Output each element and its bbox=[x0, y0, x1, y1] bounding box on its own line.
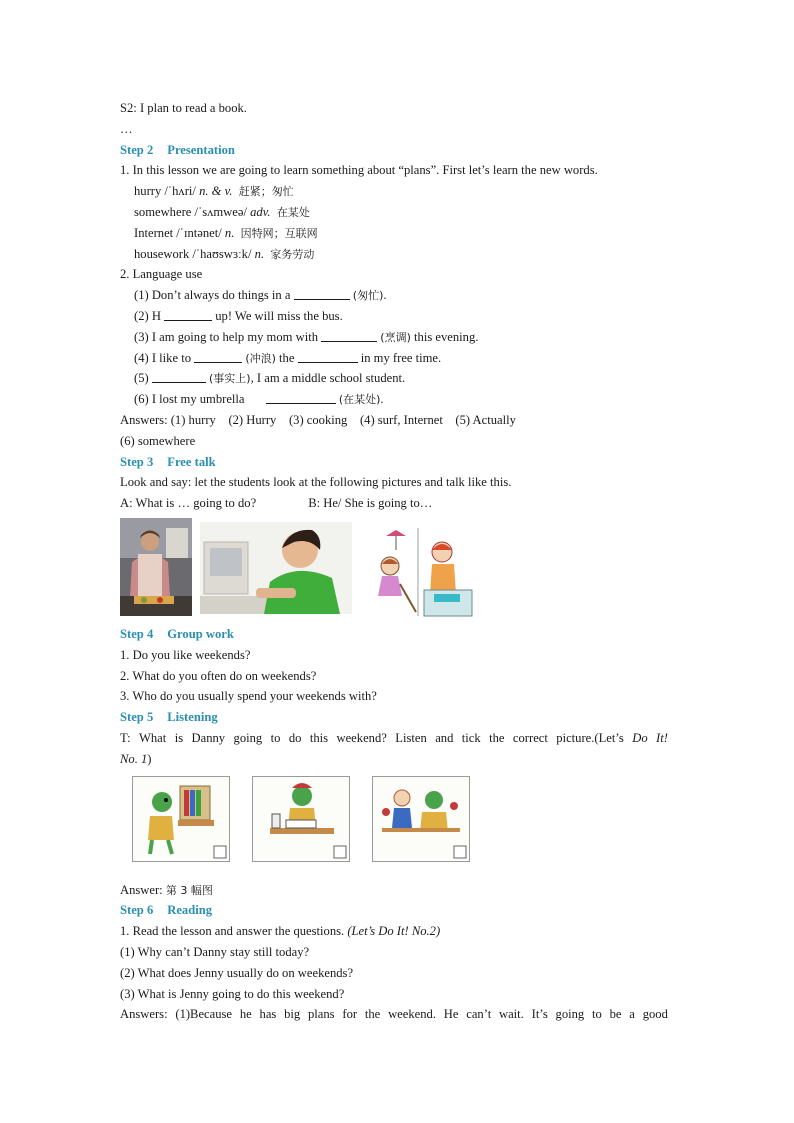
blank bbox=[152, 370, 206, 383]
question-item: (1) Why can’t Danny stay still today? bbox=[120, 944, 310, 959]
exercise-item: (5) (事实上), I am a middle school student. bbox=[134, 371, 406, 386]
blank bbox=[266, 391, 336, 404]
step3-heading bbox=[120, 452, 668, 473]
instruction-line: Look and say: let the students look at the following pictures and talk like this. bbox=[120, 475, 512, 490]
step-title: Free talk bbox=[167, 454, 216, 469]
question-item: 2. What do you often do on weekends? bbox=[120, 668, 317, 683]
instruction-line: 1. Read the lesson and answer the questions. (Let’s Do It! No.2) bbox=[120, 924, 441, 939]
reading-answer: Answers: (1)Because he has big plans for the weekend. He can’t wait. It’s going to be a good bbox=[120, 1007, 668, 1022]
vocab-item: Internet /ˈɪntənet/ n. 因特网；互联网 bbox=[134, 225, 318, 240]
answer-line: (6) somewhere bbox=[120, 433, 196, 448]
option-picture-2 bbox=[252, 776, 350, 862]
exercise-item: (1) Don’t always do things in a (匆忙). bbox=[134, 288, 387, 303]
man-cooking-photo bbox=[120, 518, 192, 616]
step-title: Presentation bbox=[167, 142, 235, 157]
dialogue-pattern: A: What is … going to do? B: He/ She is going to… bbox=[120, 496, 433, 511]
listening-pictures bbox=[120, 776, 668, 872]
document-page bbox=[120, 98, 668, 1025]
vocab-item: housework /ˈhaʊswɜːk/ n. 家务劳动 bbox=[134, 246, 315, 261]
step-title: Reading bbox=[167, 903, 213, 918]
question-item: 3. Who do you usually spend your weekends with? bbox=[120, 689, 377, 704]
instruction-line: 1. In this lesson we are going to learn something about “plans”. First let’s learn the new words. bbox=[120, 163, 598, 178]
step4-heading bbox=[120, 624, 668, 645]
step-number: Step 4 bbox=[120, 626, 154, 641]
blank bbox=[294, 287, 350, 300]
listening-answer: Answer: 第 3 幅图 bbox=[120, 882, 213, 897]
question-item: (3) What is Jenny going to do this weekend? bbox=[120, 986, 345, 1001]
vocab-item: hurry /ˈhʌri/ n. & v. 赶紧；匆忙 bbox=[134, 184, 294, 199]
listening-instruction: T: What is Danny going to do this weekend? Listen and tick the correct picture.(Let’s Do It! bbox=[120, 730, 668, 745]
step6-heading bbox=[120, 900, 668, 921]
blank bbox=[298, 350, 358, 363]
vocab-item: somewhere /ˈsʌmweə/ adv. 在某处 bbox=[134, 204, 310, 219]
housework-cartoon bbox=[360, 528, 476, 620]
step-number: Step 5 bbox=[120, 710, 154, 725]
listening-instruction-cont: No. 1) bbox=[120, 751, 152, 766]
boy-computer-photo bbox=[200, 522, 352, 614]
step-number: Step 3 bbox=[120, 454, 154, 469]
blank bbox=[164, 308, 212, 321]
blank bbox=[194, 350, 242, 363]
ellipsis: … bbox=[120, 121, 133, 136]
dialogue-line: S2: I plan to read a book. bbox=[120, 101, 247, 115]
exercise-item: (4) I like to (冲浪) the in my free time. bbox=[134, 350, 442, 365]
option-picture-3 bbox=[372, 776, 470, 862]
step-number: Step 2 bbox=[120, 142, 154, 157]
step2-heading bbox=[120, 140, 668, 161]
section-heading: 2. Language use bbox=[120, 267, 203, 282]
step-title: Group work bbox=[167, 626, 234, 641]
exercise-item: (6) I lost my umbrella (在某处). bbox=[134, 392, 384, 407]
answer-line: Answers: (1) hurry (2) Hurry (3) cooking (4) surf, Internet (5) Actually bbox=[120, 412, 516, 427]
question-item: (2) What does Jenny usually do on weekends? bbox=[120, 965, 354, 980]
exercise-item: (3) I am going to help my mom with (烹调) this evening. bbox=[134, 329, 479, 344]
step-title: Listening bbox=[167, 710, 218, 725]
step-number: Step 6 bbox=[120, 903, 154, 918]
blank bbox=[321, 329, 377, 342]
free-talk-pictures bbox=[120, 518, 668, 622]
exercise-item: (2) H up! We will miss the bus. bbox=[134, 308, 343, 323]
question-item: 1. Do you like weekends? bbox=[120, 647, 251, 662]
step5-heading bbox=[120, 707, 668, 728]
option-picture-1 bbox=[132, 776, 230, 862]
